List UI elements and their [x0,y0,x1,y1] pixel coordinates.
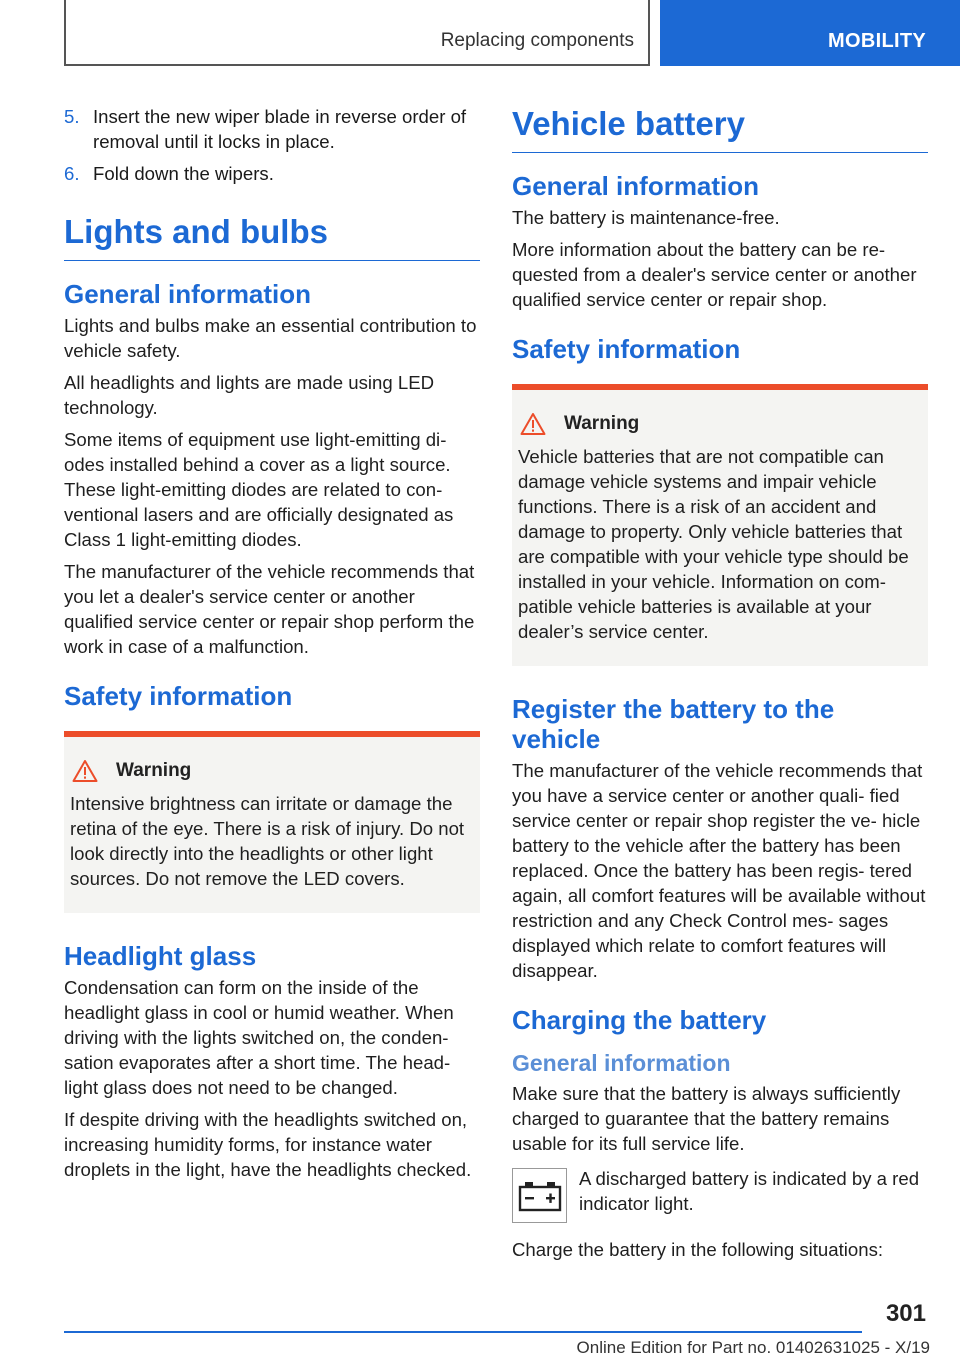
warning-header [70,759,474,783]
lights-general-paragraph: All headlights and lights are made using LED technology. [64,372,435,418]
charging-general-subheading: General information [512,1050,731,1076]
warning-label: Warning [116,760,192,781]
headlight-paragraph: Condensation can form on the inside of the headlight glass in cool or humid weather. When driving with the lights switched on, the conden‐ sation evaporates after a short time. The head‐ light glass does not need to be changed. [64,977,454,1098]
step-number: 6. [64,163,80,184]
lights-section-title: Lights and bulbs [64,212,480,261]
battery-general-heading: General information [512,171,760,201]
indicator-row [512,1166,928,1223]
lights-general-paragraph: Some items of equipment use light-emitting di‐ odes installed behind a cover as a light source. These light-emitting diodes are related to con‐ ventional lasers and are officially designated as Class 1 light-emitting diodes. [64,429,454,550]
battery-warning-box [512,384,928,666]
header-chapter-label: MOBILITY [828,30,926,52]
step-text: Fold down the wipers. [93,163,274,184]
warning-label: Warning [564,413,640,434]
step-number: 5. [64,106,80,127]
warning-text: Vehicle batteries that are not compatible can damage vehicle systems and impair vehicle functions. There is a risk of an accident and damage to property. Only vehicle batteries that are compatible with your vehicle type should be installed in your vehicle. Information on com‐ patible vehicle batteries is available at your dealer’s service center. [518,446,909,642]
headlight-paragraph: If despite driving with the headlights switched on, increasing humidity forms, for instance water droplets in the light, have the headlights checked. [64,1109,472,1180]
right-column [512,104,928,1269]
lights-general-paragraph: Lights and bulbs make an essential contribution to vehicle safety. [64,315,477,361]
register-battery-heading: Register the battery to the vehicle [512,694,835,754]
battery-general-paragraph: More information about the battery can be re‐ quested from a dealer's service center or another qualified service center or repair shop. [512,239,917,310]
list-item [64,161,480,186]
warning-header [518,412,922,436]
battery-safety-heading: Safety information [512,334,741,364]
list-item [64,104,480,154]
register-battery-paragraph: The manufacturer of the vehicle recommends that you have a service center or another quali‐ fied service center or repair shop register the ve‐ hicle battery to the vehicle after the battery has been replaced. Once the battery has been regis‐ tered again, all comfort features will be available without restriction and any Check Control mes‐ sages displayed which relate to comfort features will disappear. [512,760,926,981]
footer-edition: Online Edition for Part no. 01402631025 - X/19 [576,1338,930,1357]
footer-divider [64,1331,862,1333]
lights-safety-heading: Safety information [64,681,293,711]
lights-general-heading: General information [64,279,312,309]
warning-text: Intensive brightness can irritate or damage the retina of the eye. There is a risk of injury. Do not look directly into the headlights or other light sources. Do not remove the LED covers. [70,793,465,889]
wiper-steps-list [64,104,480,186]
lights-warning-box [64,731,480,913]
warning-triangle-icon [520,412,546,436]
battery-section-title: Vehicle battery [512,104,928,153]
charging-paragraph: Make sure that the battery is always sufficiently charged to guarantee that the battery remains usable for its full service life. [512,1083,901,1154]
indicator-text: A discharged battery is indicated by a red indicator light. [579,1168,920,1214]
header-section-title: Replacing components [440,30,634,51]
headlight-glass-heading: Headlight glass [64,941,257,971]
warning-triangle-icon [72,759,98,783]
charging-battery-heading: Charging the battery [512,1005,767,1035]
header-section-box [64,0,650,66]
left-column [64,104,480,1189]
battery-icon [512,1168,567,1223]
situations-text: Charge the battery in the following situations: [512,1239,884,1260]
header-chapter-tab [660,0,960,66]
lights-general-paragraph: The manufacturer of the vehicle recommends that you let a dealer's service center or another qualified service center or repair shop perform the work in case of a malfunction. [64,561,475,657]
page-number: 301 [885,1300,926,1327]
step-text: Insert the new wiper blade in reverse order of removal until it locks in place. [93,106,467,152]
battery-general-paragraph: The battery is maintenance-free. [512,207,780,228]
page-header [0,0,960,66]
